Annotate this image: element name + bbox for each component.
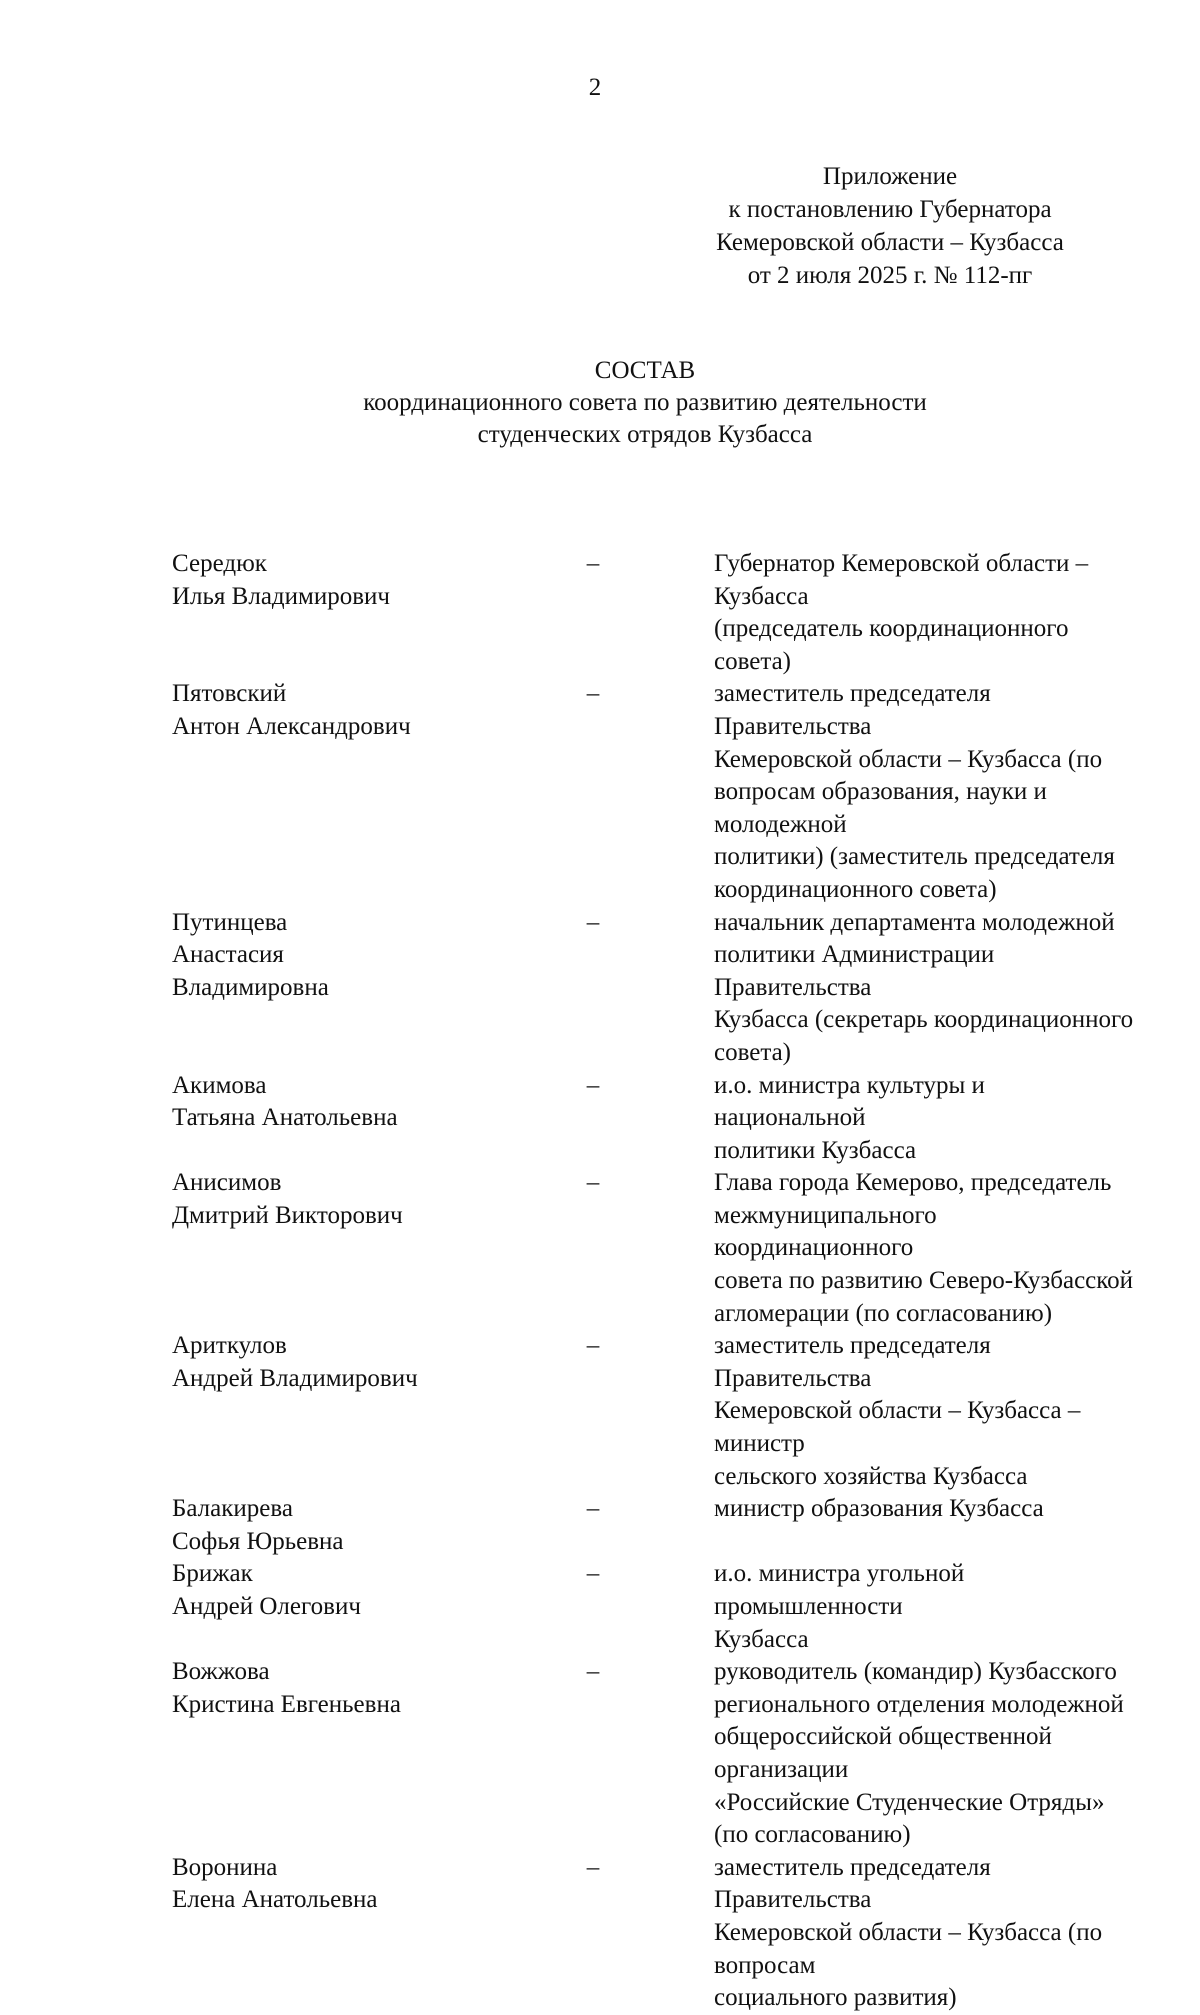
member-dash: – bbox=[586, 1071, 600, 1099]
member-dash: – bbox=[586, 1169, 600, 1197]
member-dash: – bbox=[586, 680, 600, 708]
member-row bbox=[172, 1852, 1132, 2015]
member-position: Губернатор Кемеровской области – Кузбасса (председатель координационного совета) bbox=[714, 550, 1089, 675]
member-position: и.о. министра культуры и национальной политики Кузбасса bbox=[714, 1071, 985, 1164]
member-surname: Брижак bbox=[172, 1560, 253, 1588]
member-name bbox=[172, 1493, 492, 1558]
member-name bbox=[172, 1558, 492, 1656]
member-row bbox=[172, 1656, 1132, 1852]
member-dash: – bbox=[586, 1332, 600, 1360]
appendix-block bbox=[665, 160, 1115, 292]
document-heading bbox=[0, 355, 1200, 451]
member-row bbox=[172, 1167, 1132, 1330]
member-position: Глава города Кемерово, председатель межмуниципального координационного совета по развитию Северо-Кузбасской агломерации (по согласованию) bbox=[714, 1169, 1134, 1327]
member-dash: – bbox=[586, 908, 600, 936]
member-position: министр образования Кузбасса bbox=[714, 1495, 1044, 1523]
member-name bbox=[172, 907, 492, 1070]
member-surname: Пятовский bbox=[172, 680, 287, 708]
member-surname: Анисимов bbox=[172, 1169, 282, 1197]
member-row bbox=[172, 1070, 1132, 1168]
member-given-name: Кристина Евгеньевна bbox=[172, 1690, 401, 1718]
member-dash: – bbox=[586, 1658, 600, 1686]
member-dash: – bbox=[586, 550, 600, 577]
member-surname: Ариткулов bbox=[172, 1332, 287, 1360]
heading-line-2: координационного совета по развитию деятельности bbox=[363, 389, 927, 416]
member-surname: Вожжова bbox=[172, 1658, 270, 1686]
member-row bbox=[172, 907, 1132, 1070]
member-patronymic: Владимировна bbox=[172, 973, 329, 1001]
heading-title: СОСТАВ bbox=[594, 357, 696, 384]
member-given-name: Анастасия bbox=[172, 941, 284, 969]
member-given-name: Елена Анатольевна bbox=[172, 1886, 378, 1914]
member-position: заместитель председателя Правительства Кемеровской области – Кузбасса – министр сельского хозяйства Кузбасса bbox=[714, 1332, 1081, 1490]
member-given-name: Дмитрий Викторович bbox=[172, 1201, 403, 1229]
member-surname: Балакирева bbox=[172, 1495, 293, 1523]
appendix-line-3: Кемеровской области – Кузбасса bbox=[716, 229, 1064, 256]
member-position: заместитель председателя Правительства Кемеровской области – Кузбасса (по вопросам социального развития) bbox=[714, 1853, 1103, 2012]
appendix-line-2: к постановлению Губернатора bbox=[728, 196, 1052, 223]
member-surname: Акимова bbox=[172, 1071, 267, 1099]
member-given-name: Антон Александрович bbox=[172, 712, 411, 740]
member-position: заместитель председателя Правительства Кемеровской области – Кузбасса (по вопросам образования, науки и молодежной политики) (заместитель председателя координационного совета) bbox=[714, 680, 1115, 903]
member-position: и.о. министра угольной промышленности Кузбасса bbox=[714, 1560, 965, 1653]
member-name bbox=[172, 678, 492, 906]
member-name bbox=[172, 1330, 492, 1493]
member-dash: – bbox=[586, 1495, 600, 1523]
member-given-name: Илья Владимирович bbox=[172, 582, 390, 610]
appendix-line-1: Приложение bbox=[822, 163, 958, 190]
member-given-name: Татьяна Анатольевна bbox=[172, 1104, 398, 1132]
page-number: 2 bbox=[588, 74, 602, 101]
member-dash: – bbox=[586, 1560, 600, 1588]
member-row bbox=[172, 678, 1132, 906]
member-row bbox=[172, 1493, 1132, 1558]
member-surname: Середюк bbox=[172, 550, 267, 577]
appendix-line-4: от 2 июля 2025 г. № 112-пг bbox=[747, 262, 1033, 289]
member-name bbox=[172, 1070, 492, 1168]
members-list bbox=[172, 548, 1132, 2015]
member-name bbox=[172, 1656, 492, 1852]
member-row bbox=[172, 1558, 1132, 1656]
member-position: начальник департамента молодежной политики Администрации Правительства Кузбасса (секретарь координационного совета) bbox=[714, 908, 1134, 1066]
member-name bbox=[172, 1852, 492, 2015]
member-row bbox=[172, 548, 1132, 678]
member-name bbox=[172, 548, 492, 678]
heading-line-3: студенческих отрядов Кузбасса bbox=[477, 421, 813, 448]
member-given-name: Андрей Олегович bbox=[172, 1593, 361, 1620]
member-row bbox=[172, 1330, 1132, 1493]
member-surname: Воронина bbox=[172, 1853, 278, 1881]
member-name bbox=[172, 1167, 492, 1330]
member-dash: – bbox=[586, 1853, 600, 1881]
member-surname: Путинцева bbox=[172, 908, 288, 936]
member-position: руководитель (командир) Кузбасского регионального отделения молодежной общероссийской общественной организации «Российские Студенческие Отряды» (по согласованию) bbox=[714, 1658, 1124, 1849]
member-given-name: Софья Юрьевна bbox=[172, 1527, 344, 1555]
member-given-name: Андрей Владимирович bbox=[172, 1364, 418, 1392]
